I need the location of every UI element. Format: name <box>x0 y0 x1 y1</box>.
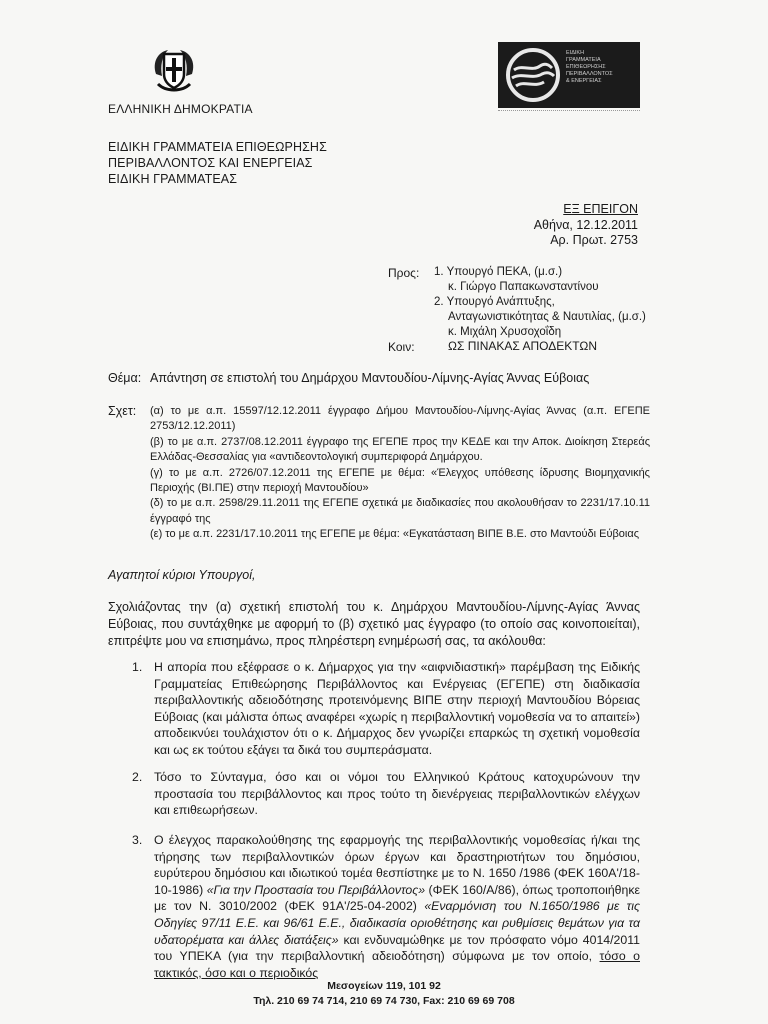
references-list <box>150 404 650 543</box>
logo-divider <box>498 110 640 114</box>
logo-text: ΕΙΔΙΚΗ ΓΡΑΜΜΑΤΕΙΑ ΕΠΙΘΕΩΡΗΣΗΣ ΠΕΡΙΒΑΛΛΟΝΤΟΣ & ΕΝΕΡΓΕΙΑΣ <box>566 50 613 84</box>
footer-phones: Τηλ. 210 69 74 714, 210 69 74 730, Fax: 210 69 69 708 <box>253 995 515 1007</box>
greeting: Αγαπητοί κύριοι Υπουργοί, <box>108 568 256 582</box>
document-date: Αθήνα, 12.12.2011 <box>533 218 638 232</box>
urgent-mark: ΕΞ ΕΠΕΙΓΟΝ <box>563 202 638 216</box>
cc-text: ΩΣ ΠΙΝΑΚΑΣ ΑΠΟΔΕΚΤΩΝ <box>448 339 598 353</box>
intro-paragraph: Σχολιάζοντας την (α) σχετική επιστολή του κ. Δημάρχου Μαντουδίου-Λίμνης-Αγίας Άννας Εύβοιας, που συντάχθηκε με αφορμή το (β) σχετικό μας έγγραφο (το οποίο σας κοινοποιείται), επιτρέψτε μου να επισημάνω, προς πληρέστερη ενημέρωσή σας, τα ακόλουθα: <box>108 600 640 648</box>
subject-label: Θέμα: <box>108 371 142 385</box>
to-label: Προς: <box>388 266 420 280</box>
globe-logo-icon <box>504 46 562 104</box>
agency-name: ΕΙΔΙΚΗ ΓΡΑΜΜΑΤΕΙΑ ΕΠΙΘΕΩΡΗΣΗΣ ΠΕΡΙΒΑΛΛΟΝΤΟΣ ΚΑΙ ΕΝΕΡΓΕΙΑΣ ΕΙΔΙΚΗ ΓΡΑΜΜΑΤΕΑΣ <box>108 140 327 186</box>
reference-item: (δ) το με α.π. 2598/29.11.2011 της ΕΓΕΠΕ σχετικά με διαδικασίες που ακολουθήσαν το 2231/17.10.11 έγγραφό της <box>150 497 650 525</box>
reference-item: (α) το με α.π. 15597/12.12.2011 έγγραφο Δήμου Μαντουδίου-Λίμνης-Αγίας Άννας (α.π. ΕΓΕΠΕ 2753/12.12.2011) <box>150 405 650 433</box>
reference-item: (γ) το με α.π. 2726/07.12.2011 της ΕΓΕΠΕ με θέμα: «Έλεγχος υπόθεσης ίδρυσης Βιομηχανικής Περιοχής (ΒΙ.ΠΕ) στην περιοχή Μαντουδίου» <box>150 466 650 495</box>
item-3-text: Ο έλεγχος παρακολούθησης της εφαρμογής της περιβαλλοντικής νομοθεσίας ή/και της τήρησης των περιβαλλοντικών όρων έργων και δραστηριοτήτων του δημόσιου, ευρύτερου δημόσιου και ιδιωτικού τομέα θεσπίστηκε με το Ν. 1650 /1986 (ΦΕΚ 160Α'/18-10-1986) «Για την Προστασία του Περιβάλλοντος» (ΦΕΚ 160/Α/86), όπως τροποποιήθηκε με τον Ν. 3010/2002 (ΦΕΚ 91Α'/25-04-2002) «Εναρμόνιση του Ν.1650/1986 με τις Οδηγίες 97/11 Ε.Ε. και 96/61 Ε.Ε., διαδικασία οριοθέτησης και ρυθμίσεις θεμάτων για τα υδατορέματα και άλλες διατάξεις» και ενδυναμώθηκε με τον πρόσφατο νόμο 4014/2011 του ΥΠΕΚΑ (για την περιβαλλοντική αδειοδότηση) σύμφωνα με τον οποίο, τόσο ο τακτικός, όσο και ο περιοδικός <box>154 833 640 980</box>
reference-item: (β) το με α.π. 2737/08.12.2011 έγγραφο της ΕΓΕΠΕ προς την ΚΕΔΕ και την Αποκ. Διοίκηση Στερεάς Ελλάδας-Θεσσαλίας για «αντιδεοντολογική συμπεριφορά Δημάρχου. <box>150 435 650 464</box>
recipient-list: 1. Υπουργό ΠΕΚΑ, (μ.σ.) κ. Γιώργο Παπακωνσταντίνου 2. Υπουργό Ανάπτυξης, Ανταγωνιστικότητας & Ναυτιλίας, (μ.σ.) κ. Μιχάλη Χρυσοχοΐδη <box>434 266 646 338</box>
footer-address: Μεσογείων 119, 101 92 <box>327 980 441 992</box>
cc-label: Κοιν: <box>388 340 415 354</box>
subject-text: Απάντηση σε επιστολή του Δημάρχου Μαντουδίου-Λίμνης-Αγίας Άννας Εύβοιας <box>150 371 590 385</box>
protocol-number: Αρ. Πρωτ. 2753 <box>550 233 638 247</box>
greek-emblem-icon <box>148 44 200 96</box>
republic-title: ΕΛΛΗΝΙΚΗ ΔΗΜΟΚΡΑΤΙΑ <box>108 102 253 116</box>
references-label: Σχετ: <box>108 404 137 418</box>
reference-item: (ε) το με α.π. 2231/17.10.2011 της ΕΓΕΠΕ με θέμα: «Εγκατάσταση ΒΙΠΕ Β.Ε. στο Μαντούδι Εύβοιας <box>150 528 640 541</box>
